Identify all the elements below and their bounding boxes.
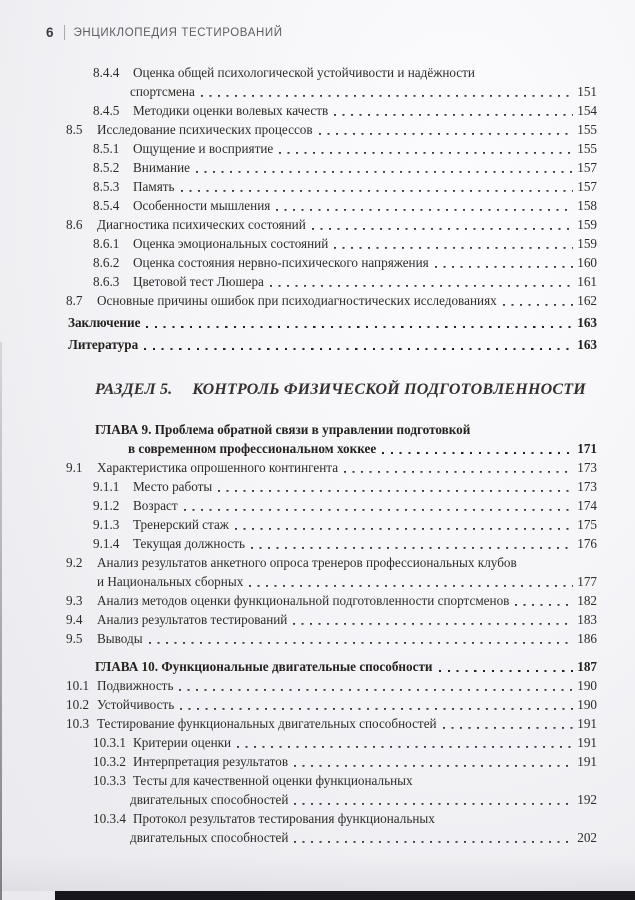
toc-entry-page: 163 [577, 315, 597, 330]
dot-leader [503, 291, 573, 310]
header-divider [64, 25, 65, 40]
dot-leader [251, 534, 573, 553]
dot-leader [382, 439, 573, 458]
toc-entry-number: 8.5.2 [93, 160, 120, 175]
running-header [0, 0, 635, 40]
toc-entry-page: 191 [577, 754, 597, 769]
dot-leader [312, 215, 573, 234]
toc-entry-title: Особенности мышления [133, 198, 271, 213]
toc-entry-number: 9.4 [66, 612, 83, 627]
toc-entry [0, 379, 597, 400]
photo-edge-bottom [55, 891, 635, 900]
toc-entry-page: 175 [577, 517, 597, 532]
toc-entry [0, 515, 597, 534]
toc-entry-title: Тесты для качественной оценки функциональных [133, 773, 413, 788]
toc-entry-title: Диагностика психических состояний [97, 217, 306, 232]
toc-entry-page: 190 [577, 697, 597, 712]
dot-leader [294, 790, 573, 809]
toc-entry-page: 186 [577, 631, 597, 646]
toc-entry-page: 157 [577, 160, 597, 175]
toc-entry-number: 9.1.3 [93, 517, 120, 532]
toc-entry-page: 157 [577, 179, 597, 194]
toc-entry [0, 439, 597, 458]
toc-entry [0, 553, 597, 572]
toc-entry-page: 155 [577, 141, 597, 156]
toc-entry-title: Анализ результатов тестирований [97, 612, 288, 627]
toc-entry-title: двигательных способностей [130, 830, 289, 845]
toc-entry-number: 9.2 [66, 555, 83, 570]
toc-entry [0, 420, 597, 439]
toc-entry-number: 8.5 [66, 122, 83, 137]
toc-entry-title: Внимание [133, 160, 190, 175]
toc-entry [0, 714, 597, 733]
dot-leader [181, 177, 574, 196]
toc-entry-title: Литература [68, 337, 139, 352]
toc-entry [0, 313, 597, 332]
toc-entry-title: Характеристика опрошенного контингента [97, 460, 339, 475]
toc-entry-title: Место работы [133, 479, 213, 494]
toc-entry-title: Заключение [68, 315, 141, 330]
toc-entry-title: Методики оценки волевых качеств [133, 103, 329, 118]
toc-entry-title: Цветовой тест Люшера [133, 274, 264, 289]
toc-entry [0, 733, 597, 752]
toc-entry-title: Оценка эмоциональных состояний [133, 236, 329, 251]
toc-entry-number: 9.3 [66, 593, 83, 608]
dot-leader [184, 496, 574, 515]
dot-leader [146, 313, 573, 332]
toc-entry-number: 8.5.1 [93, 141, 120, 156]
toc-entry-title: двигательных способностей [130, 792, 289, 807]
toc-entry-title: Анализ методов оценки функциональной подготовленности спортсменов [97, 593, 510, 608]
toc-entry [0, 828, 597, 847]
toc-entry [0, 82, 597, 101]
toc-entry-number: 10.3.3 [93, 773, 126, 788]
toc-entry [0, 63, 597, 82]
toc-entry-title: Текущая должность [133, 536, 246, 551]
toc-entry-title: Тестирование функциональных двигательных способностей [97, 716, 437, 731]
toc-entry-page: 191 [577, 735, 597, 750]
toc-entry [0, 534, 597, 553]
dot-leader [439, 657, 574, 676]
toc-entry-title: в современном профессиональном хоккее [128, 441, 377, 456]
toc-entry-title: Исследование психических процессов [97, 122, 313, 137]
toc-entry-page: 154 [577, 103, 597, 118]
toc-entry-number: 8.5.3 [93, 179, 120, 194]
toc-entry-number: 9.1.4 [93, 536, 120, 551]
toc-entry-page: 158 [577, 198, 597, 213]
dot-leader [149, 629, 574, 648]
toc-entry-number: 10.3 [66, 716, 90, 731]
toc-entry-number: 10.3.1 [93, 735, 126, 750]
toc-entry-number: 8.5.4 [93, 198, 120, 213]
toc-entry-page: 182 [577, 593, 597, 608]
toc-entry-page: 161 [577, 274, 597, 289]
toc-entry-number: 10.3.2 [93, 754, 126, 769]
dot-leader [276, 196, 573, 215]
toc-entry-number: 8.6 [66, 217, 83, 232]
toc-entry-title: Устойчивость [97, 697, 175, 712]
toc-entry [0, 496, 597, 515]
dot-leader [180, 695, 573, 714]
toc-entry-page: 162 [577, 293, 597, 308]
toc-entry-page: 191 [577, 716, 597, 731]
toc-entry-title: Интерпретация результатов [133, 754, 289, 769]
dot-leader [294, 828, 573, 847]
dot-leader [179, 676, 573, 695]
toc-entry [0, 196, 597, 215]
toc-entry-page: 177 [577, 574, 597, 589]
toc-entry-page: 173 [577, 460, 597, 475]
toc-entry-page: 151 [577, 84, 597, 99]
toc-entry-title: Возраст [133, 498, 178, 513]
toc-entry [0, 101, 597, 120]
toc-entry-page: 192 [577, 792, 597, 807]
toc-entry [0, 695, 597, 714]
toc-entry-page: 202 [577, 830, 597, 845]
toc-entry-page: 173 [577, 479, 597, 494]
toc-entry-number: 8.4.4 [93, 65, 120, 80]
dot-leader [435, 253, 573, 272]
toc-entry [0, 610, 597, 629]
toc-entry-title: спортсмена [130, 84, 195, 99]
toc-entry-number: 8.6.2 [93, 255, 120, 270]
toc-entry-page: 171 [577, 441, 597, 456]
toc-entry-title: Память [133, 179, 175, 194]
toc-entry [0, 657, 597, 676]
toc-entry-number: 10.3.4 [93, 811, 126, 826]
table-of-contents [0, 63, 635, 847]
toc-entry-title: Ощущение и восприятие [133, 141, 274, 156]
toc-entry-number: 9.1.1 [93, 479, 120, 494]
toc-entry [0, 234, 597, 253]
toc-entry-title: ГЛАВА 10. Функциональные двигательные способности [95, 659, 433, 674]
toc-entry-number: 10.1 [66, 678, 90, 693]
dot-leader [515, 591, 573, 610]
toc-entry-title: Подвижность [97, 678, 174, 693]
toc-entry [0, 335, 597, 354]
toc-entry [0, 253, 597, 272]
dot-leader [237, 733, 573, 752]
toc-entry [0, 477, 597, 496]
book-title: ЭНЦИКЛОПЕДИЯ ТЕСТИРОВАНИЙ [73, 26, 283, 39]
toc-entry-page: 159 [577, 236, 597, 251]
toc-entry-page: 183 [577, 612, 597, 627]
toc-entry-page: 187 [577, 659, 597, 674]
photo-edge-left [0, 342, 2, 900]
dot-leader [293, 610, 573, 629]
toc-entry-title: и Национальных сборных [97, 574, 244, 589]
dot-leader [201, 82, 573, 101]
toc-entry-page: 174 [577, 498, 597, 513]
dot-leader [334, 101, 573, 120]
dot-leader [144, 335, 573, 354]
toc-entry-title: Выводы [97, 631, 143, 646]
toc-entry-number: 8.7 [66, 293, 83, 308]
toc-entry-number: 8.6.3 [93, 274, 120, 289]
toc-entry [0, 790, 597, 809]
toc-entry-number: 10.2 [66, 697, 90, 712]
dot-leader [319, 120, 574, 139]
dot-leader [196, 158, 573, 177]
toc-entry-page: 163 [577, 337, 597, 352]
toc-entry-title: Критерии оценки [133, 735, 232, 750]
toc-entry-page: 159 [577, 217, 597, 232]
dot-leader [235, 515, 573, 534]
toc-entry-number: 8.6.1 [93, 236, 120, 251]
toc-entry [0, 120, 597, 139]
toc-entry [0, 177, 597, 196]
dot-leader [249, 572, 573, 591]
toc-entry-number: 9.5 [66, 631, 83, 646]
dot-leader [294, 752, 573, 771]
toc-entry-page: 160 [577, 255, 597, 270]
toc-entry-number: 8.4.5 [93, 103, 120, 118]
page-number: 6 [46, 25, 54, 40]
toc-entry [0, 215, 597, 234]
toc-entry [0, 291, 597, 310]
toc-entry-title: ГЛАВА 9. Проблема обратной связи в управлении подготовкой [95, 422, 471, 437]
toc-entry [0, 158, 597, 177]
dot-leader [334, 234, 573, 253]
toc-entry-page: 190 [577, 678, 597, 693]
dot-leader [279, 139, 573, 158]
toc-entry [0, 458, 597, 477]
toc-entry [0, 272, 597, 291]
toc-entry-number: 9.1.2 [93, 498, 120, 513]
dot-leader [443, 714, 574, 733]
toc-entry [0, 771, 597, 790]
toc-entry-page: 155 [577, 122, 597, 137]
toc-entry-page: 176 [577, 536, 597, 551]
toc-entry [0, 629, 597, 648]
toc-entry [0, 139, 597, 158]
toc-entry-number: РАЗДЕЛ 5. [95, 381, 173, 398]
toc-entry-title: Тренерский стаж [133, 517, 229, 532]
toc-entry-title: Протокол результатов тестирования функциональных [133, 811, 435, 826]
toc-entry-title: Анализ результатов анкетного опроса тренеров профессиональных клубов [97, 555, 517, 570]
toc-entry [0, 752, 597, 771]
dot-leader [344, 458, 573, 477]
toc-entry-number: 9.1 [66, 460, 83, 475]
toc-entry [0, 676, 597, 695]
toc-entry [0, 572, 597, 591]
toc-entry-title: Оценка общей психологической устойчивости и надёжности [133, 65, 475, 80]
toc-entry [0, 591, 597, 610]
dot-leader [270, 272, 573, 291]
toc-entry-title: КОНТРОЛЬ ФИЗИЧЕСКОЙ ПОДГОТОВЛЕННОСТИ [192, 381, 586, 398]
dot-leader [218, 477, 573, 496]
toc-entry [0, 809, 597, 828]
toc-entry-title: Оценка состояния нервно-психического напряжения [133, 255, 429, 270]
toc-entry-title: Основные причины ошибок при психодиагностических исследованиях [97, 293, 497, 308]
